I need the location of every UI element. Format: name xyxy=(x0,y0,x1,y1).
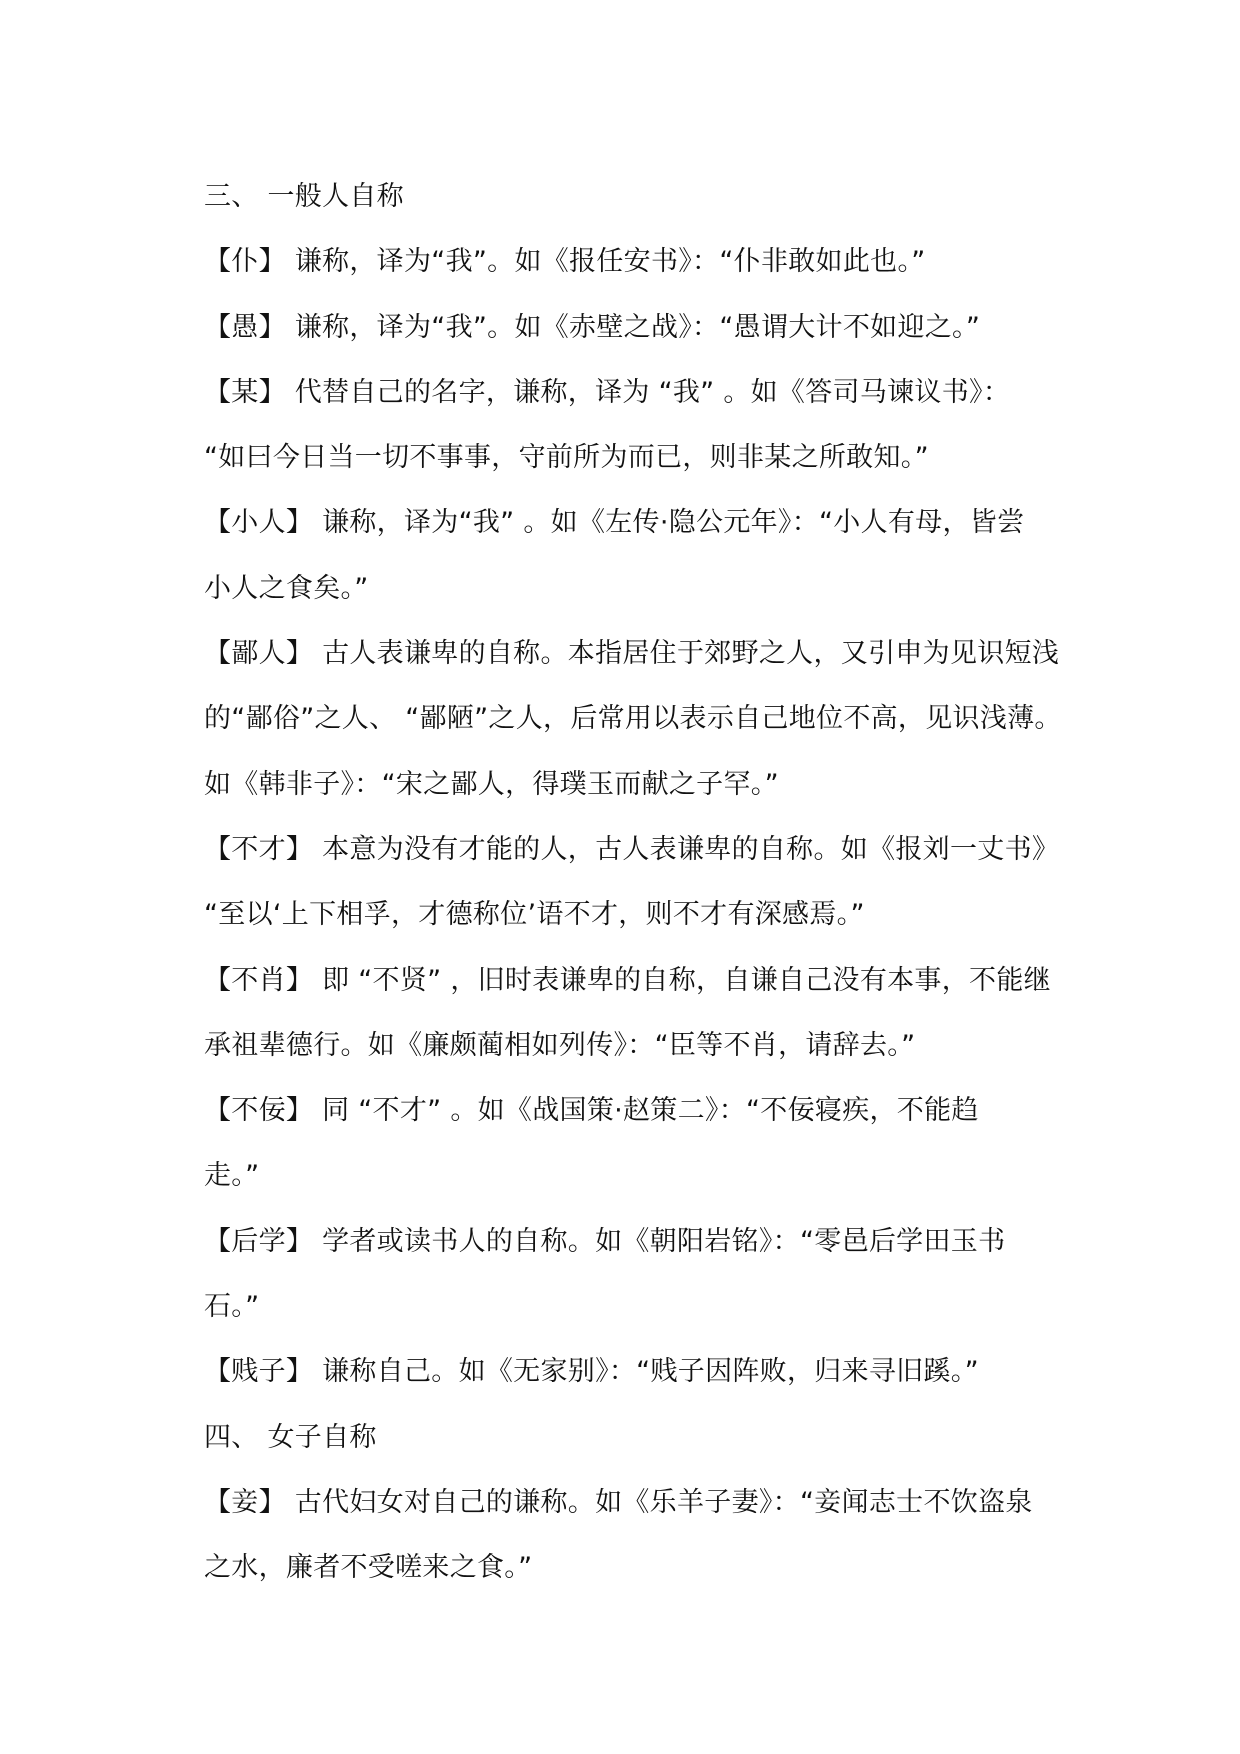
entry-buxiao: 【不肖】 即 “不贤” ，旧时表谦卑的自称，自谦自己没有本事，不能继 xyxy=(204,964,1051,996)
section-heading-general-self-address: 三、 一般人自称 xyxy=(204,181,404,212)
document-body xyxy=(204,174,1084,1611)
entry-houxue: 【后学】 学者或读书人的自称。如《朝阳岩铭》：“零邑后学田玉书 xyxy=(204,1225,1006,1257)
entry-buning-continued: 走。” xyxy=(204,1160,260,1192)
entry-pu: 【仆】 谦称，译为“我”。如《报任安书》：“仆非敢如此也。” xyxy=(204,246,926,278)
entry-xiaoren: 【小人】 谦称，译为“我” 。如《左传·隐公元年》：“小人有母，皆尝 xyxy=(204,507,1025,539)
entry-mou: 【某】 代替自己的名字，谦称，译为 “我” 。如《答司马谏议书》： xyxy=(204,376,1011,408)
entry-qie-continued: 之水，廉者不受嗟来之食。” xyxy=(204,1552,533,1584)
entry-biren-continued-2: 如《韩非子》：“宋之鄙人，得璞玉而献之子罕。” xyxy=(204,768,779,800)
entry-yu: 【愚】 谦称，译为“我”。如《赤壁之战》：“愚谓大计不如迎之。” xyxy=(204,311,981,343)
section-heading-female-self-address: 四、 女子自称 xyxy=(204,1421,377,1453)
entry-bucai-continued: “至以‘上下相孚，才德称位’语不才，则不才有深感焉。” xyxy=(204,899,865,931)
entry-houxue-continued: 石。” xyxy=(204,1291,260,1323)
entry-buxiao-continued: 承祖辈德行。如《廉颇蔺相如列传》：“臣等不肖，请辞去。” xyxy=(204,1029,916,1061)
entry-mou-continued: “如曰今日当一切不事事，守前所为而已，则非某之所敢知。” xyxy=(204,442,929,474)
entry-bucai: 【不才】 本意为没有才能的人，古人表谦卑的自称。如《报刘一丈书》 xyxy=(204,833,1060,865)
entry-qie: 【妾】 古代妇女对自己的谦称。如《乐羊子妻》：“妾闻志士不饮盗泉 xyxy=(204,1486,1033,1518)
entry-biren-continued-1: 的“鄙俗”之人、 “鄙陋”之人，后常用以表示自己地位不高，见识浅薄。 xyxy=(204,703,1062,735)
entry-xiaoren-continued: 小人之食矣。” xyxy=(204,572,369,604)
entry-biren: 【鄙人】 古人表谦卑的自称。本指居住于郊野之人，又引申为见识短浅 xyxy=(204,638,1060,670)
entry-jianzi: 【贱子】 谦称自己。如《无家别》：“贱子因阵败，归来寻旧蹊。” xyxy=(204,1356,979,1388)
entry-buning: 【不佞】 同 “不才” 。如《战国策·赵策二》：“不佞寝疾，不能趋 xyxy=(204,1095,979,1127)
